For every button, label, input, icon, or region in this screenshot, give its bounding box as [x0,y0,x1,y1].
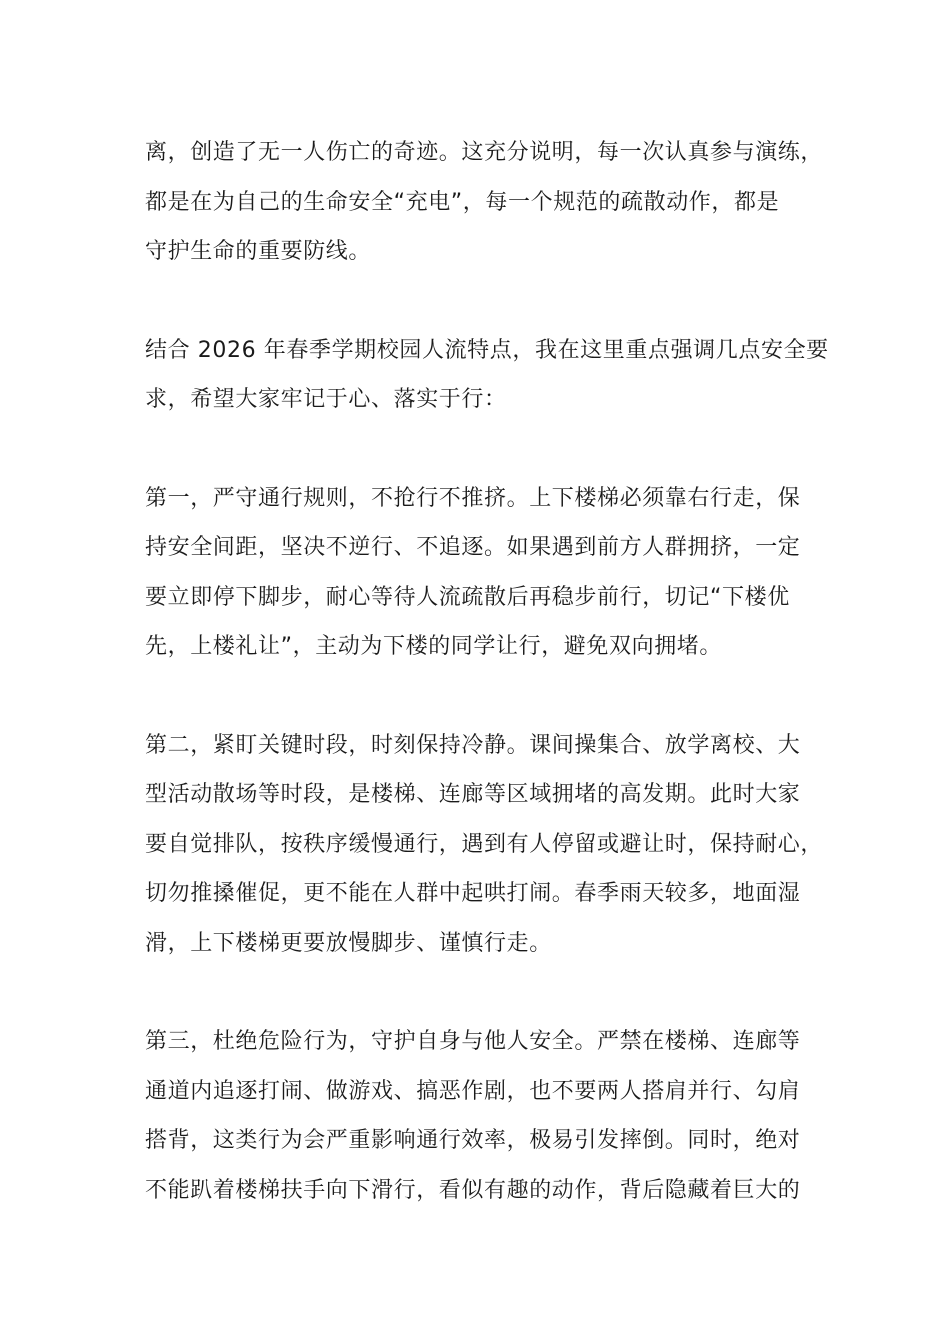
text-line: 不能趴着楼梯扶手向下滑行，看似有趣的动作，背后隐藏着巨大的 [145,1177,801,1203]
text-line: 要立即停下脚步，耐心等待人流疏散后再稳步前行，切记“下楼优 [145,584,790,610]
text-line: 都是在为自己的生命安全“充电”，每一个规范的疏散动作，都是 [145,189,780,215]
paragraph-evacuation-conclusion [145,128,835,277]
text-line: 结合 2026 年春季学期校园人流特点，我在这里重点强调几点安全要 [145,337,829,363]
text-line: 持安全间距，坚决不逆行、不追逐。如果遇到前方人群拥挤，一定 [145,535,801,560]
paragraph-rule-one [145,474,835,672]
paragraph-safety-requirements-intro [145,326,835,425]
text-line: 要自觉排队，按秩序缓慢通行，遇到有人停留或避让时，保持耐心， [145,831,824,857]
text-line: 滑，上下楼梯更要放慢脚步、谨慎行走。 [145,930,552,956]
paragraph-rule-two [145,721,835,969]
document-body [145,128,835,1264]
text-line: 先，上楼礼让”，主动为下楼的同学让行，避免双向拥堵。 [145,634,722,659]
text-line: 搭背，这类行为会严重影响通行效率，极易引发摔倒。同时，绝对 [145,1128,801,1153]
text-line: 离，创造了无一人伤亡的奇迹。这充分说明，每一次认真参与演练， [145,140,824,165]
text-line: 第一，严守通行规则，不抢行不推挤。上下楼梯必须靠右行走，保 [145,485,801,511]
text-line: 守护生命的重要防线。 [145,239,372,264]
text-line: 求，希望大家牢记于心、落实于行： [145,387,507,412]
paragraph-rule-three [145,1017,835,1215]
text-line: 切勿推搡催促，更不能在人群中起哄打闹。春季雨天较多，地面湿 [145,881,801,906]
text-line: 通道内追逐打闹、做游戏、搞恶作剧，也不要两人搭肩并行、勾肩 [145,1078,801,1104]
text-line: 型活动散场等时段，是楼梯、连廊等区域拥堵的高发期。此时大家 [145,782,801,807]
text-line: 第二，紧盯关键时段，时刻保持冷静。课间操集合、放学离校、大 [145,732,801,758]
text-line: 第三，杜绝危险行为，守护自身与他人安全。严禁在楼梯、连廊等 [145,1029,801,1054]
